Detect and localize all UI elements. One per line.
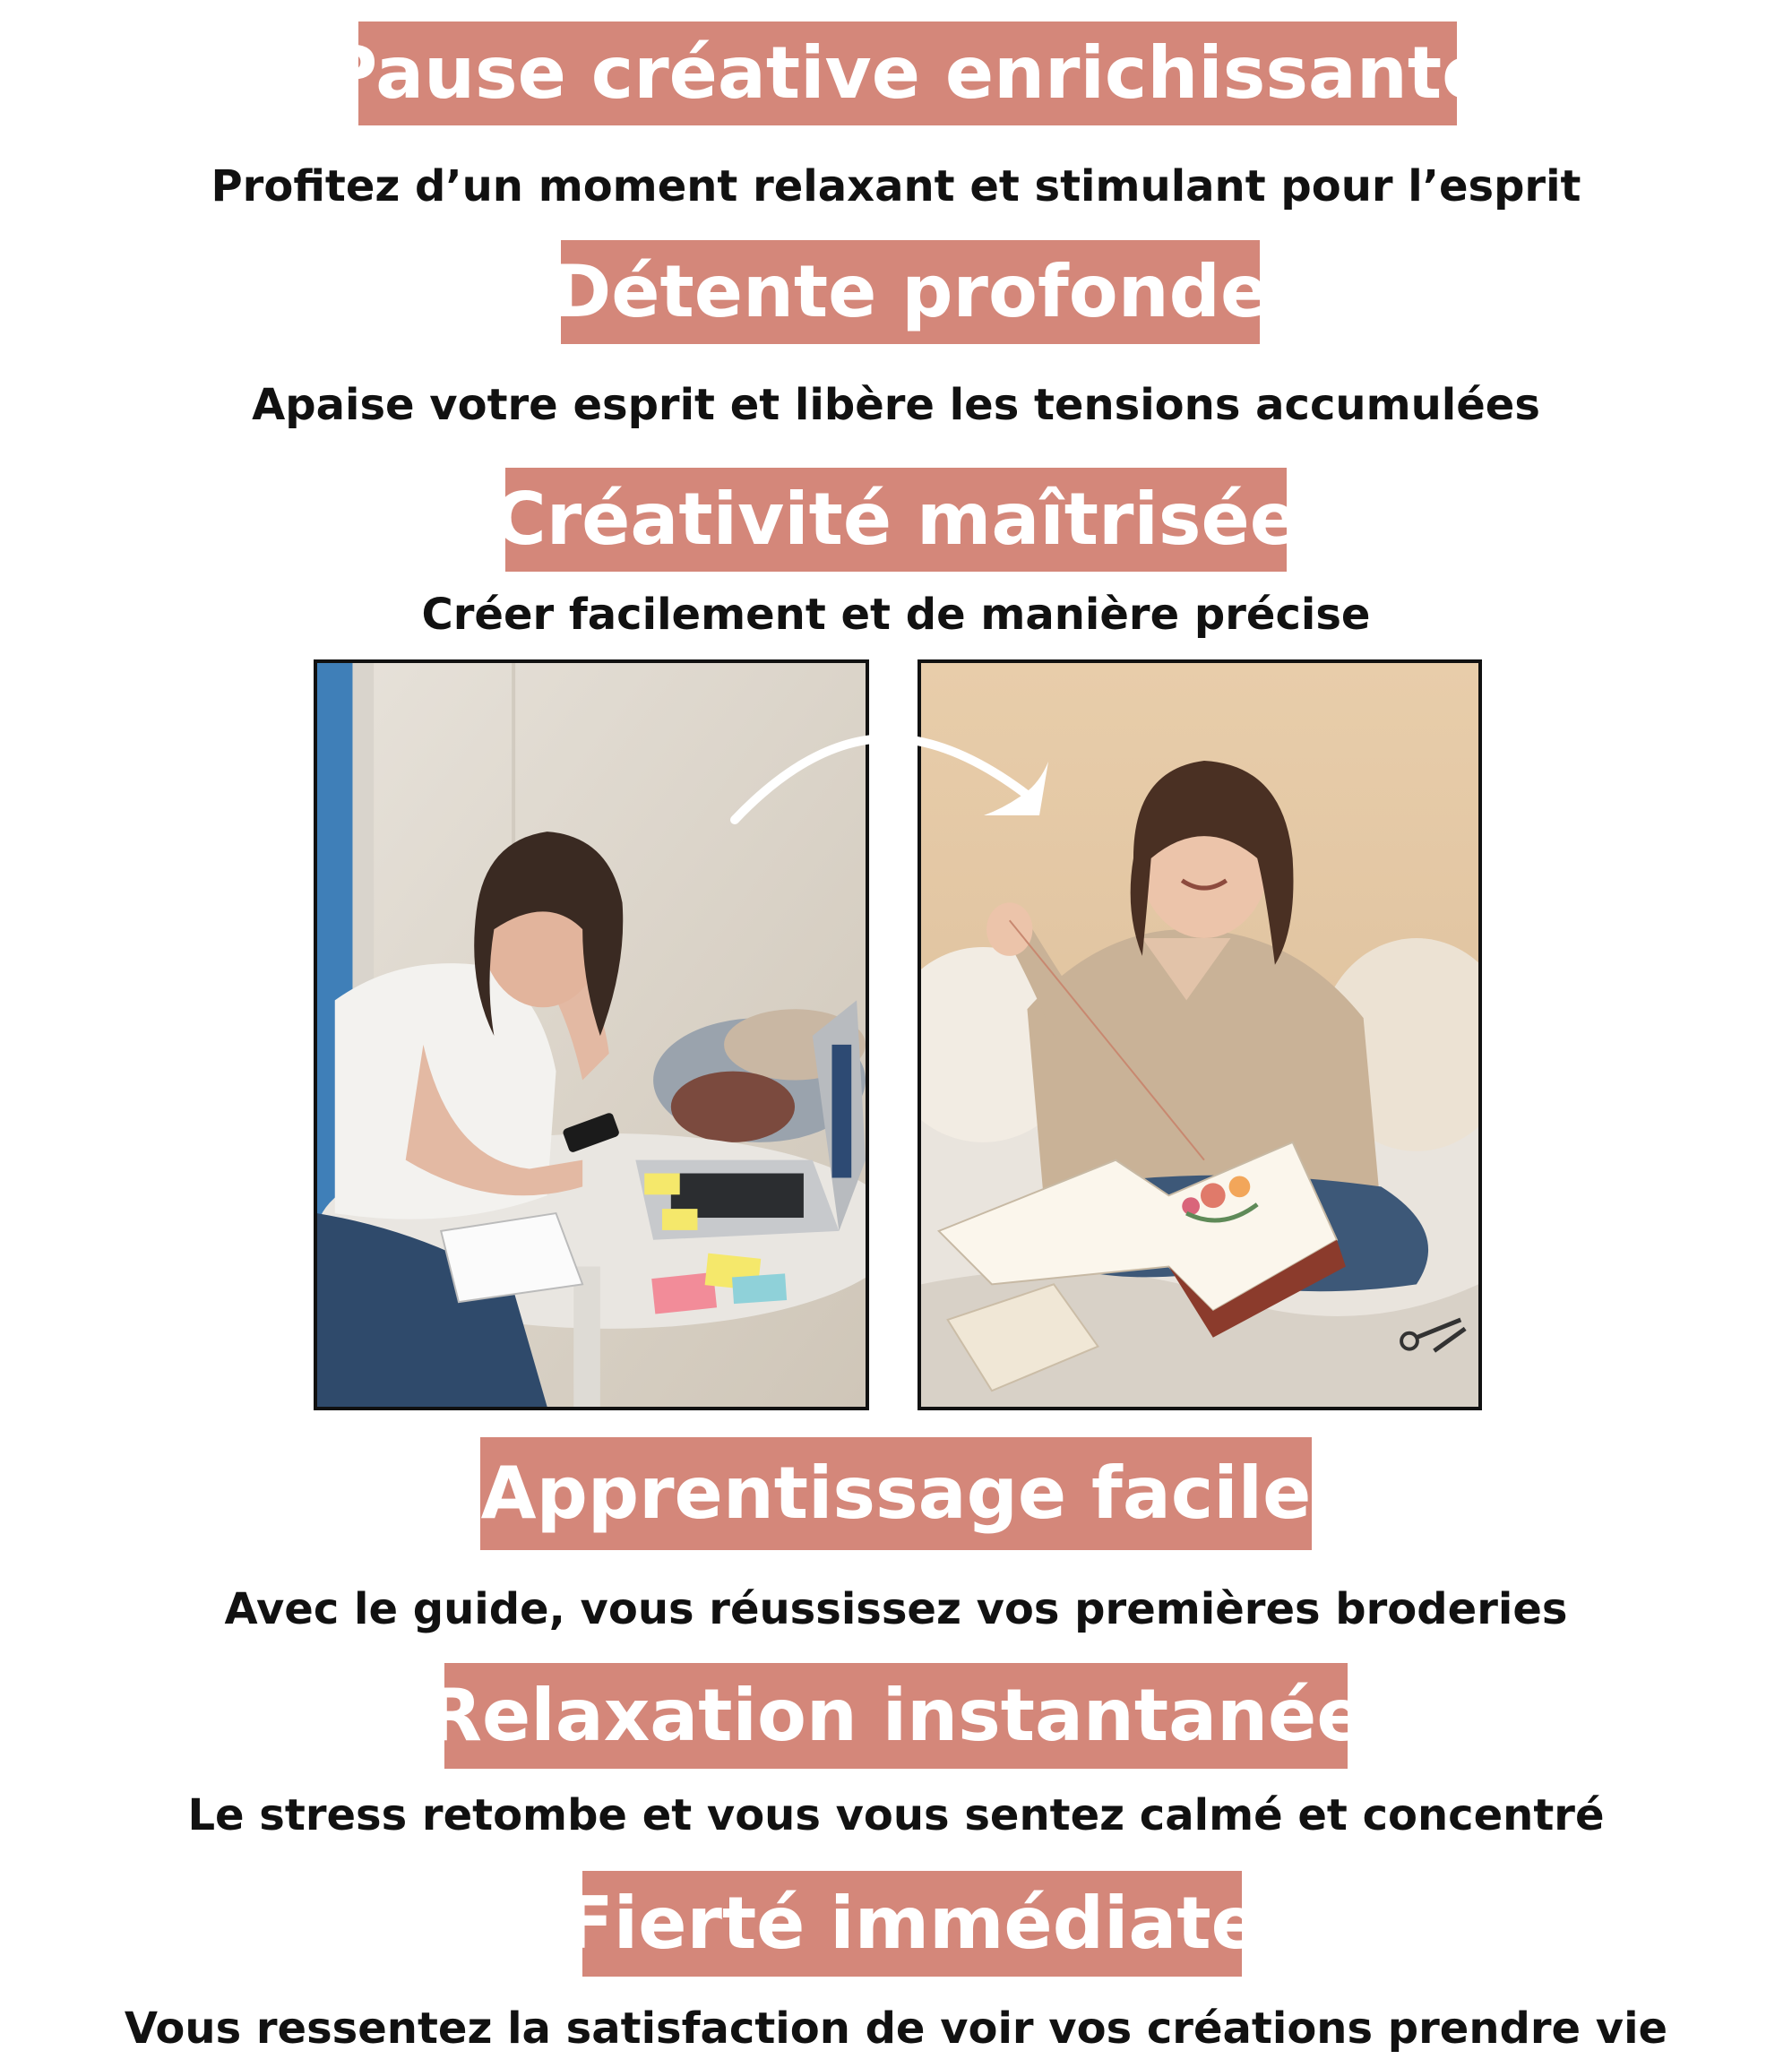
curved-arrow-icon: [726, 726, 1084, 860]
heading-creativite-maitrisee: [494, 468, 1299, 572]
subtitle-creativite-maitrisee: Créer facilement et de manière précise: [421, 590, 1371, 640]
heading-fierte-immediate: [564, 1871, 1260, 1977]
heading-creativite-maitrisee-text: Créativité maîtrisée: [494, 478, 1299, 561]
heading-pause-creative: [324, 22, 1491, 125]
heading-apprentissage-facile: [480, 1437, 1312, 1550]
heading-pause-creative-text: Pause créative enrichissante: [324, 31, 1491, 115]
subtitle-pause-creative: Profitez d’un moment relaxant et stimulant pour l’esprit: [211, 161, 1581, 211]
subtitle-detente-profonde: Apaise votre esprit et libère les tensions accumulées: [252, 380, 1540, 430]
heading-detente-profonde-text: Détente profonde: [551, 250, 1270, 333]
heading-apprentissage-facile-text: Apprentissage facile: [480, 1452, 1312, 1535]
heading-relaxation-instantanee-text: Relaxation instantanée: [426, 1674, 1366, 1757]
subtitle-relaxation-instantanee: Le stress retombe et vous vous sentez calmé et concentré: [187, 1790, 1605, 1840]
subtitle-fierte-immediate: Vous ressentez la satisfaction de voir vos créations prendre vie: [124, 2003, 1668, 2054]
subtitle-apprentissage-facile: Avec le guide, vous réussissez vos premières broderies: [224, 1584, 1568, 1634]
heading-detente-profonde: [551, 240, 1270, 344]
heading-fierte-immediate-text: Fierté immédiate: [564, 1882, 1260, 1965]
heading-relaxation-instantanee: [426, 1663, 1366, 1769]
